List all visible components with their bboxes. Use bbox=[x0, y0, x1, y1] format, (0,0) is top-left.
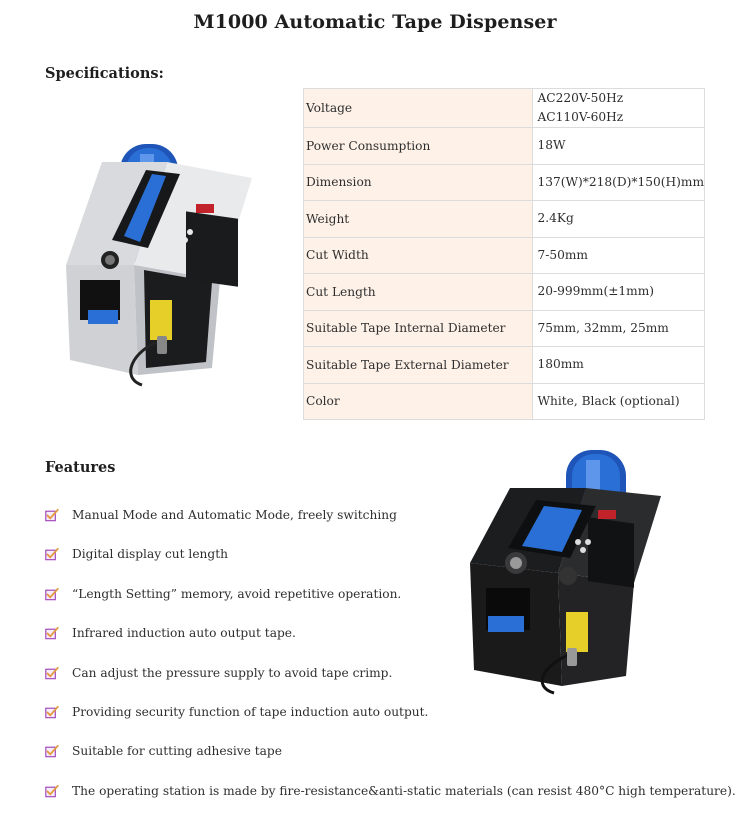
feature-text: “Length Setting” memory, avoid repetitive operation. bbox=[72, 586, 402, 601]
spec-value-line: 180mm bbox=[537, 357, 584, 372]
feature-text: Digital display cut length bbox=[72, 547, 228, 562]
spec-value bbox=[533, 164, 705, 201]
feature-text: Manual Mode and Automatic Mode, freely switching bbox=[72, 508, 397, 522]
feature-text: Providing security function of tape induction auto output. bbox=[72, 705, 429, 719]
spec-row bbox=[304, 347, 705, 384]
spec-value bbox=[533, 201, 705, 238]
page-title: M1000 Automatic Tape Dispenser bbox=[193, 11, 557, 33]
features-heading: Features bbox=[45, 459, 116, 476]
spec-value-line: 7-50mm bbox=[537, 247, 588, 262]
spec-value-line: 137(W)*218(D)*150(H)mm bbox=[537, 174, 704, 189]
checkbox-check-icon bbox=[45, 509, 59, 522]
spec-value-line: 2.4Kg bbox=[537, 211, 574, 226]
black-dispenser-image bbox=[466, 448, 666, 698]
spec-row bbox=[304, 164, 705, 201]
spec-value-line: 75mm, 32mm, 25mm bbox=[537, 320, 669, 335]
spec-label: Power Consumption bbox=[304, 128, 533, 165]
checkbox-check-icon bbox=[45, 588, 59, 601]
spec-row bbox=[304, 310, 705, 347]
spec-value-line: AC220V-50Hz bbox=[537, 91, 624, 105]
white-dispenser-image bbox=[62, 140, 257, 390]
spec-value bbox=[533, 347, 705, 384]
spec-label: Color bbox=[304, 383, 533, 420]
checkbox-check-icon bbox=[45, 745, 59, 758]
spec-value-line: AC110V-60Hz bbox=[537, 110, 624, 124]
specifications-table bbox=[303, 88, 705, 420]
spec-row bbox=[304, 237, 705, 274]
spec-value-line: 18W bbox=[537, 138, 566, 153]
spec-label: Suitable Tape Internal Diameter bbox=[304, 310, 533, 347]
spec-value bbox=[533, 274, 705, 311]
feature-text: The operating station is made by fire-resistance&anti-static materials (can resist 480°C high temperature). bbox=[72, 783, 736, 798]
feature-text: Infrared induction auto output tape. bbox=[72, 626, 296, 641]
spec-value bbox=[533, 383, 705, 420]
spec-label: Voltage bbox=[304, 89, 533, 128]
spec-row bbox=[304, 89, 705, 128]
spec-value-line: White, Black (optional) bbox=[537, 393, 680, 408]
specifications-heading: Specifications: bbox=[45, 65, 164, 82]
spec-row bbox=[304, 383, 705, 420]
spec-row bbox=[304, 128, 705, 165]
spec-value bbox=[533, 237, 705, 274]
spec-value-line: 20-999mm(±1mm) bbox=[537, 284, 655, 299]
spec-label: Weight bbox=[304, 201, 533, 238]
feature-text: Can adjust the pressure supply to avoid tape crimp. bbox=[72, 665, 393, 680]
spec-row bbox=[304, 201, 705, 238]
feature-text: Suitable for cutting adhesive tape bbox=[72, 744, 282, 759]
spec-label: Suitable Tape External Diameter bbox=[304, 347, 533, 384]
spec-label: Cut Length bbox=[304, 274, 533, 311]
spec-value bbox=[533, 310, 705, 347]
checkbox-check-icon bbox=[45, 785, 59, 798]
checkbox-check-icon bbox=[45, 548, 59, 561]
checkbox-check-icon bbox=[45, 667, 59, 680]
spec-label: Cut Width bbox=[304, 237, 533, 274]
spec-row bbox=[304, 274, 705, 311]
checkbox-check-icon bbox=[45, 627, 59, 640]
spec-value bbox=[533, 128, 705, 165]
spec-value bbox=[533, 89, 705, 128]
spec-label: Dimension bbox=[304, 164, 533, 201]
checkbox-check-icon bbox=[45, 706, 59, 719]
